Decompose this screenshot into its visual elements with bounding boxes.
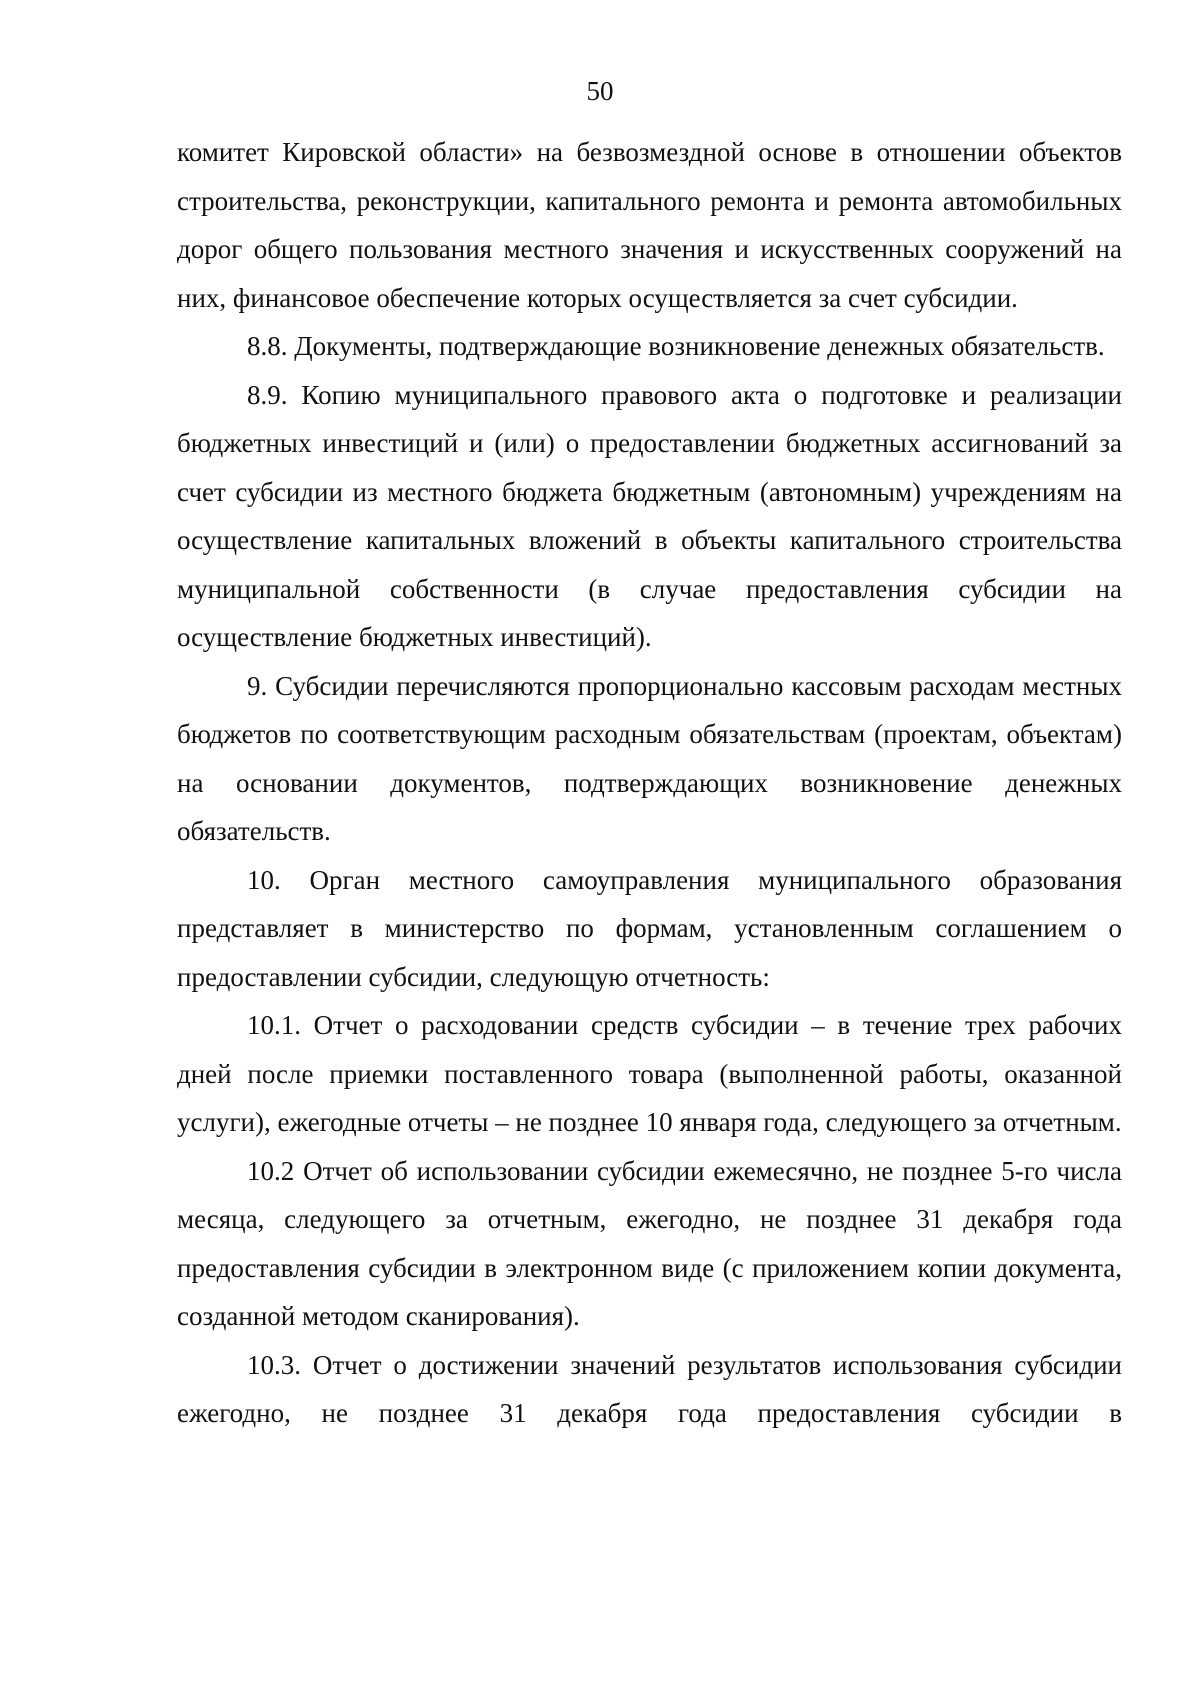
- paragraph-8-9: 8.9. Копию муниципального правового акта о подготовке и реализации бюджетных инвестиций и (или) о предоставлении бюджетных ассигнований за счет субсидии из местного бюджета бюджетным (автономным) учреждениям на осуществление капитальных вложений в объекты капитального строительства муниципальной собственности (в случае предоставления субсидии на осуществление бюджетных инвестиций).: [177, 379, 1122, 652]
- paragraph-8-8: 8.8. Документы, подтверждающие возникновение денежных обязательств.: [247, 331, 1105, 361]
- paragraph-10-1: 10.1. Отчет о расходовании средств субсидии – в течение трех рабочих дней после приемки поставленного товара (выполненной работы, оказанной услуги), ежегодные отчеты – не позднее 10 января года, следующего за отчетным.: [177, 1010, 1122, 1137]
- paragraph-continuation: комитет Кировской области» на безвозмездной основе в отношении объектов строительства, реконструкции, капитального ремонта и ремонта автомобильных дорог общего пользования местного значения и искусственных сооружений на них, финансовое обеспечение которых осуществляется за счет субсидии.: [177, 137, 1122, 313]
- page-number: 50: [586, 76, 614, 106]
- paragraph-9: 9. Субсидии перечисляются пропорционально кассовым расходам местных бюджетов по соответствующим расходным обязательствам (проектам, объектам) на основании документов, подтверждающих возникновение денежных обязательств.: [177, 670, 1122, 846]
- paragraph-10-2: 10.2 Отчет об использовании субсидии ежемесячно, не позднее 5-го числа месяца, следующего за отчетным, ежегодно, не позднее 31 декабря года предоставления субсидии в электронном виде (с приложением копии документа, созданной методом сканирования).: [177, 1155, 1122, 1331]
- paragraph-10-3: 10.3. Отчет о достижении значений результатов использования субсидии ежегодно, не позднее 31 декабря года предоставления субсидии в: [177, 1349, 1122, 1428]
- document-body: [177, 128, 1122, 1438]
- paragraph-10: 10. Орган местного самоуправления муниципального образования представляет в министерство по формам, установленным соглашением о предоставлении субсидии, следующую отчетность:: [177, 864, 1122, 992]
